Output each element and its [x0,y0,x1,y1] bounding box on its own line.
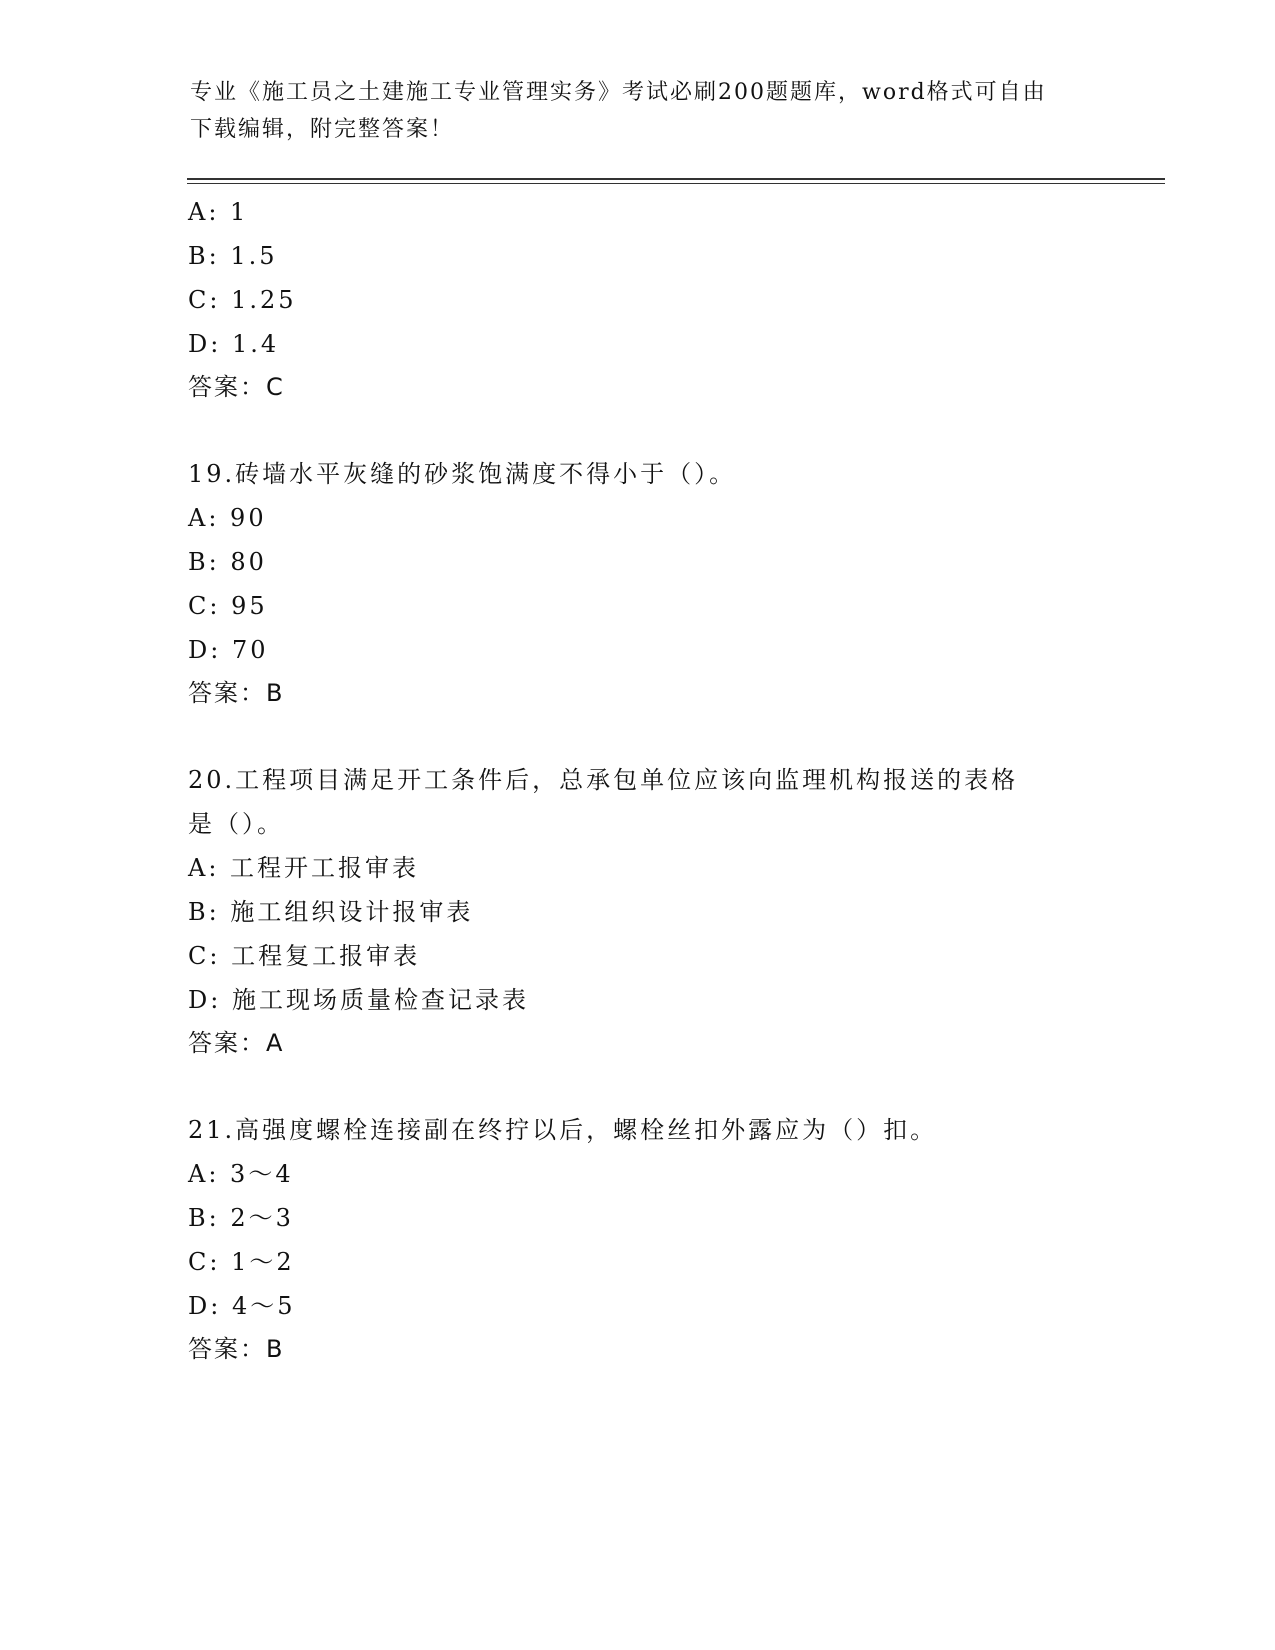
option-d: D: 4～5 [188,1292,296,1320]
option-b: B: 1.5 [188,242,278,270]
option-a: A: 90 [188,504,267,532]
option-c: C: 95 [188,592,268,620]
option-d: D: 1.4 [188,330,280,358]
question-stem: 19.砖墙水平灰缝的砂浆饱满度不得小于（）。 [188,460,737,488]
option-b: B: 80 [188,548,267,576]
option-c: C: 1.25 [188,286,297,314]
document-header [190,74,1090,148]
option-a: A: 3～4 [188,1160,294,1188]
option-a: A: 工程开工报审表 [188,854,420,882]
option-d: D: 70 [188,636,269,664]
answer: 答案：B [188,679,285,707]
header-line-1: 专业《施工员之土建施工专业管理实务》考试必刷200题题库，word格式可自由 [190,80,1047,105]
question-stem-cont: 是（）。 [188,810,284,838]
option-c: C: 工程复工报审表 [188,942,421,970]
question-stem: 21.高强度螺栓连接副在终拧以后，螺栓丝扣外露应为（）扣。 [188,1116,938,1144]
option-d: D: 施工现场质量检查记录表 [188,986,529,1014]
option-b: B: 施工组织设计报审表 [188,898,474,926]
question-stem: 20.工程项目满足开工条件后，总承包单位应该向监理机构报送的表格 [188,766,1019,794]
header-line-2: 下载编辑，附完整答案！ [190,117,455,142]
option-a: A: 1 [188,198,249,226]
answer: 答案：A [188,1029,285,1057]
option-b: B: 2～3 [188,1204,294,1232]
header-divider [187,178,1165,184]
answer: 答案：C [188,373,285,401]
option-c: C: 1～2 [188,1248,295,1276]
answer: 答案：B [188,1335,285,1363]
